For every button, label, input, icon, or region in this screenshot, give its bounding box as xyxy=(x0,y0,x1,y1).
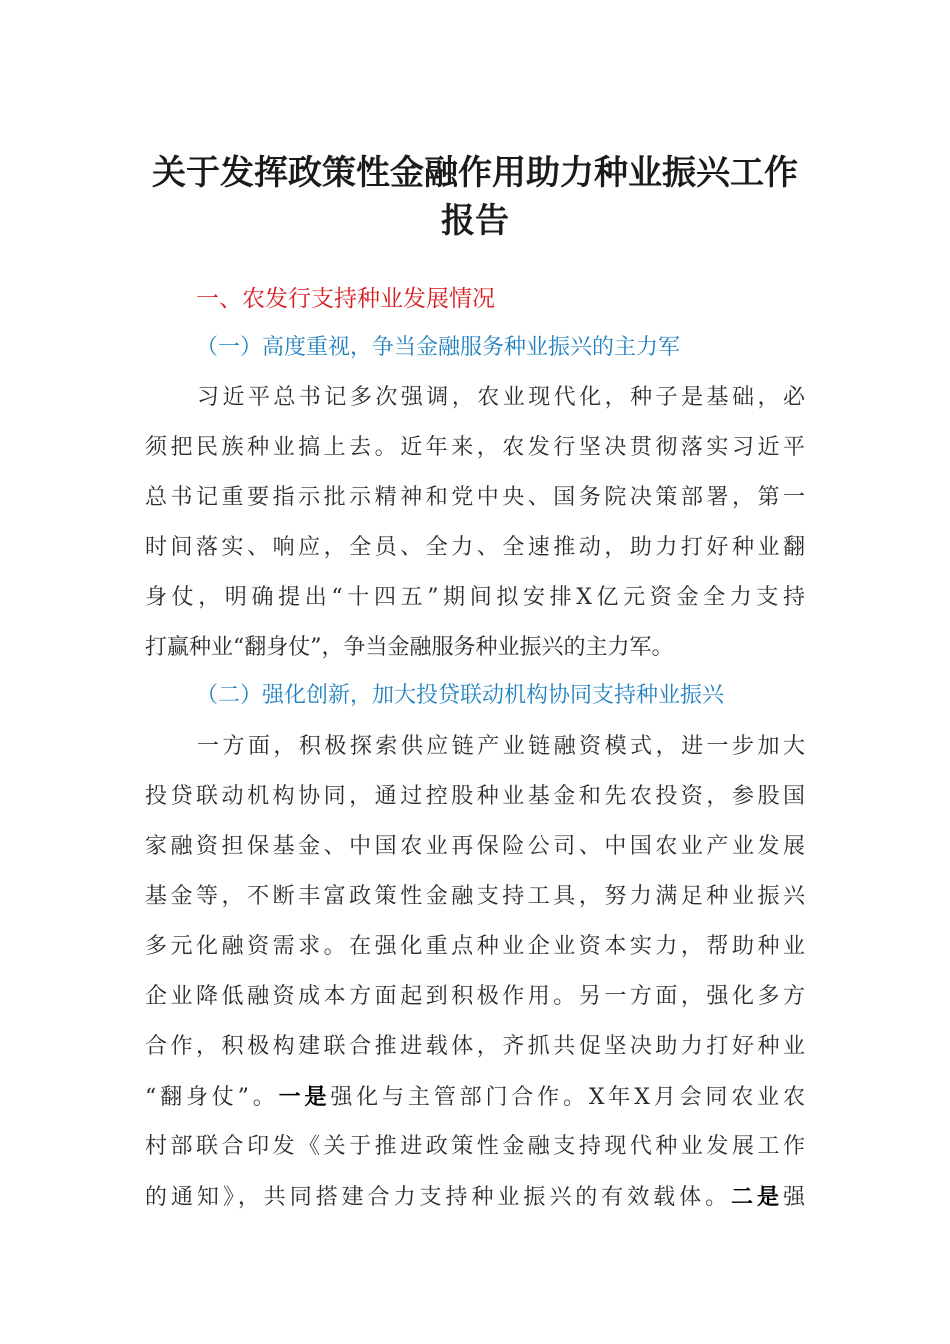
paragraph-line: 习近平总书记多次强调，农业现代化，种子是基础，必 xyxy=(197,385,805,410)
paragraph-line: 村部联合印发《关于推进政策性金融支持现代种业发展工作 xyxy=(145,1134,805,1159)
paragraph-line: 投贷联动机构协同，通过控股种业基金和先农投资，参股国 xyxy=(145,784,805,809)
paragraph-line: 须把民族种业搞上去。近年来，农发行坚决贯彻落实习近平 xyxy=(145,435,805,460)
paragraph-line: 家融资担保基金、中国农业再保险公司、中国农业产业发展 xyxy=(145,834,805,859)
paragraph-line: 打赢种业“翻身仗”，争当金融服务种业振兴的主力军。 xyxy=(145,635,674,660)
line-text: “翻身仗”。 xyxy=(145,1085,279,1110)
paragraph-line: 时间落实、响应，全员、全力、全速推动，助力打好种业翻 xyxy=(145,535,805,560)
line-text: 强 xyxy=(782,1185,805,1210)
subsection-heading-2: （二）强化创新，加大投贷联动机构协同支持种业振兴 xyxy=(196,683,725,708)
line-text: 强化与主管部门合作。X年X月会同农业农 xyxy=(330,1085,805,1110)
paragraph-line: 一方面，积极探索供应链产业链融资模式，进一步加大 xyxy=(197,734,805,759)
document-title-line-1: 关于发挥政策性金融作用助力种业振兴工作 xyxy=(152,153,798,193)
line-text: 的通知》，共同搭建合力支持种业振兴的有效载体。 xyxy=(145,1185,732,1210)
paragraph-line: 多元化融资需求。在强化重点种业企业资本实力，帮助种业 xyxy=(145,934,805,959)
bold-marker-second: 二是 xyxy=(731,1184,783,1210)
paragraph-line: 总书记重要指示批示精神和党中央、国务院决策部署，第一 xyxy=(145,485,805,510)
paragraph-line: 身仗，明确提出“十四五”期间拟安排X亿元资金全力支持 xyxy=(145,585,805,610)
bold-marker-first: 一是 xyxy=(278,1084,331,1110)
paragraph-line: 基金等，不断丰富政策性金融支持工具，努力满足种业振兴 xyxy=(145,884,805,909)
paragraph-line xyxy=(145,1072,805,1122)
paragraph-2 xyxy=(145,722,805,1222)
subsection-heading-1: （一）高度重视，争当金融服务种业振兴的主力军 xyxy=(196,335,681,360)
paragraph-line: 合作，积极构建联合推进载体，齐抓共促坚决助力打好种业 xyxy=(145,1034,805,1059)
paragraph-line: 企业降低融资成本方面起到积极作用。另一方面，强化多方 xyxy=(145,984,805,1009)
paragraph-1 xyxy=(145,373,805,673)
document-title-line-2: 报告 xyxy=(441,201,509,241)
paragraph-line xyxy=(145,1172,805,1222)
section-heading-1: 一、农发行支持种业发展情况 xyxy=(196,286,495,312)
